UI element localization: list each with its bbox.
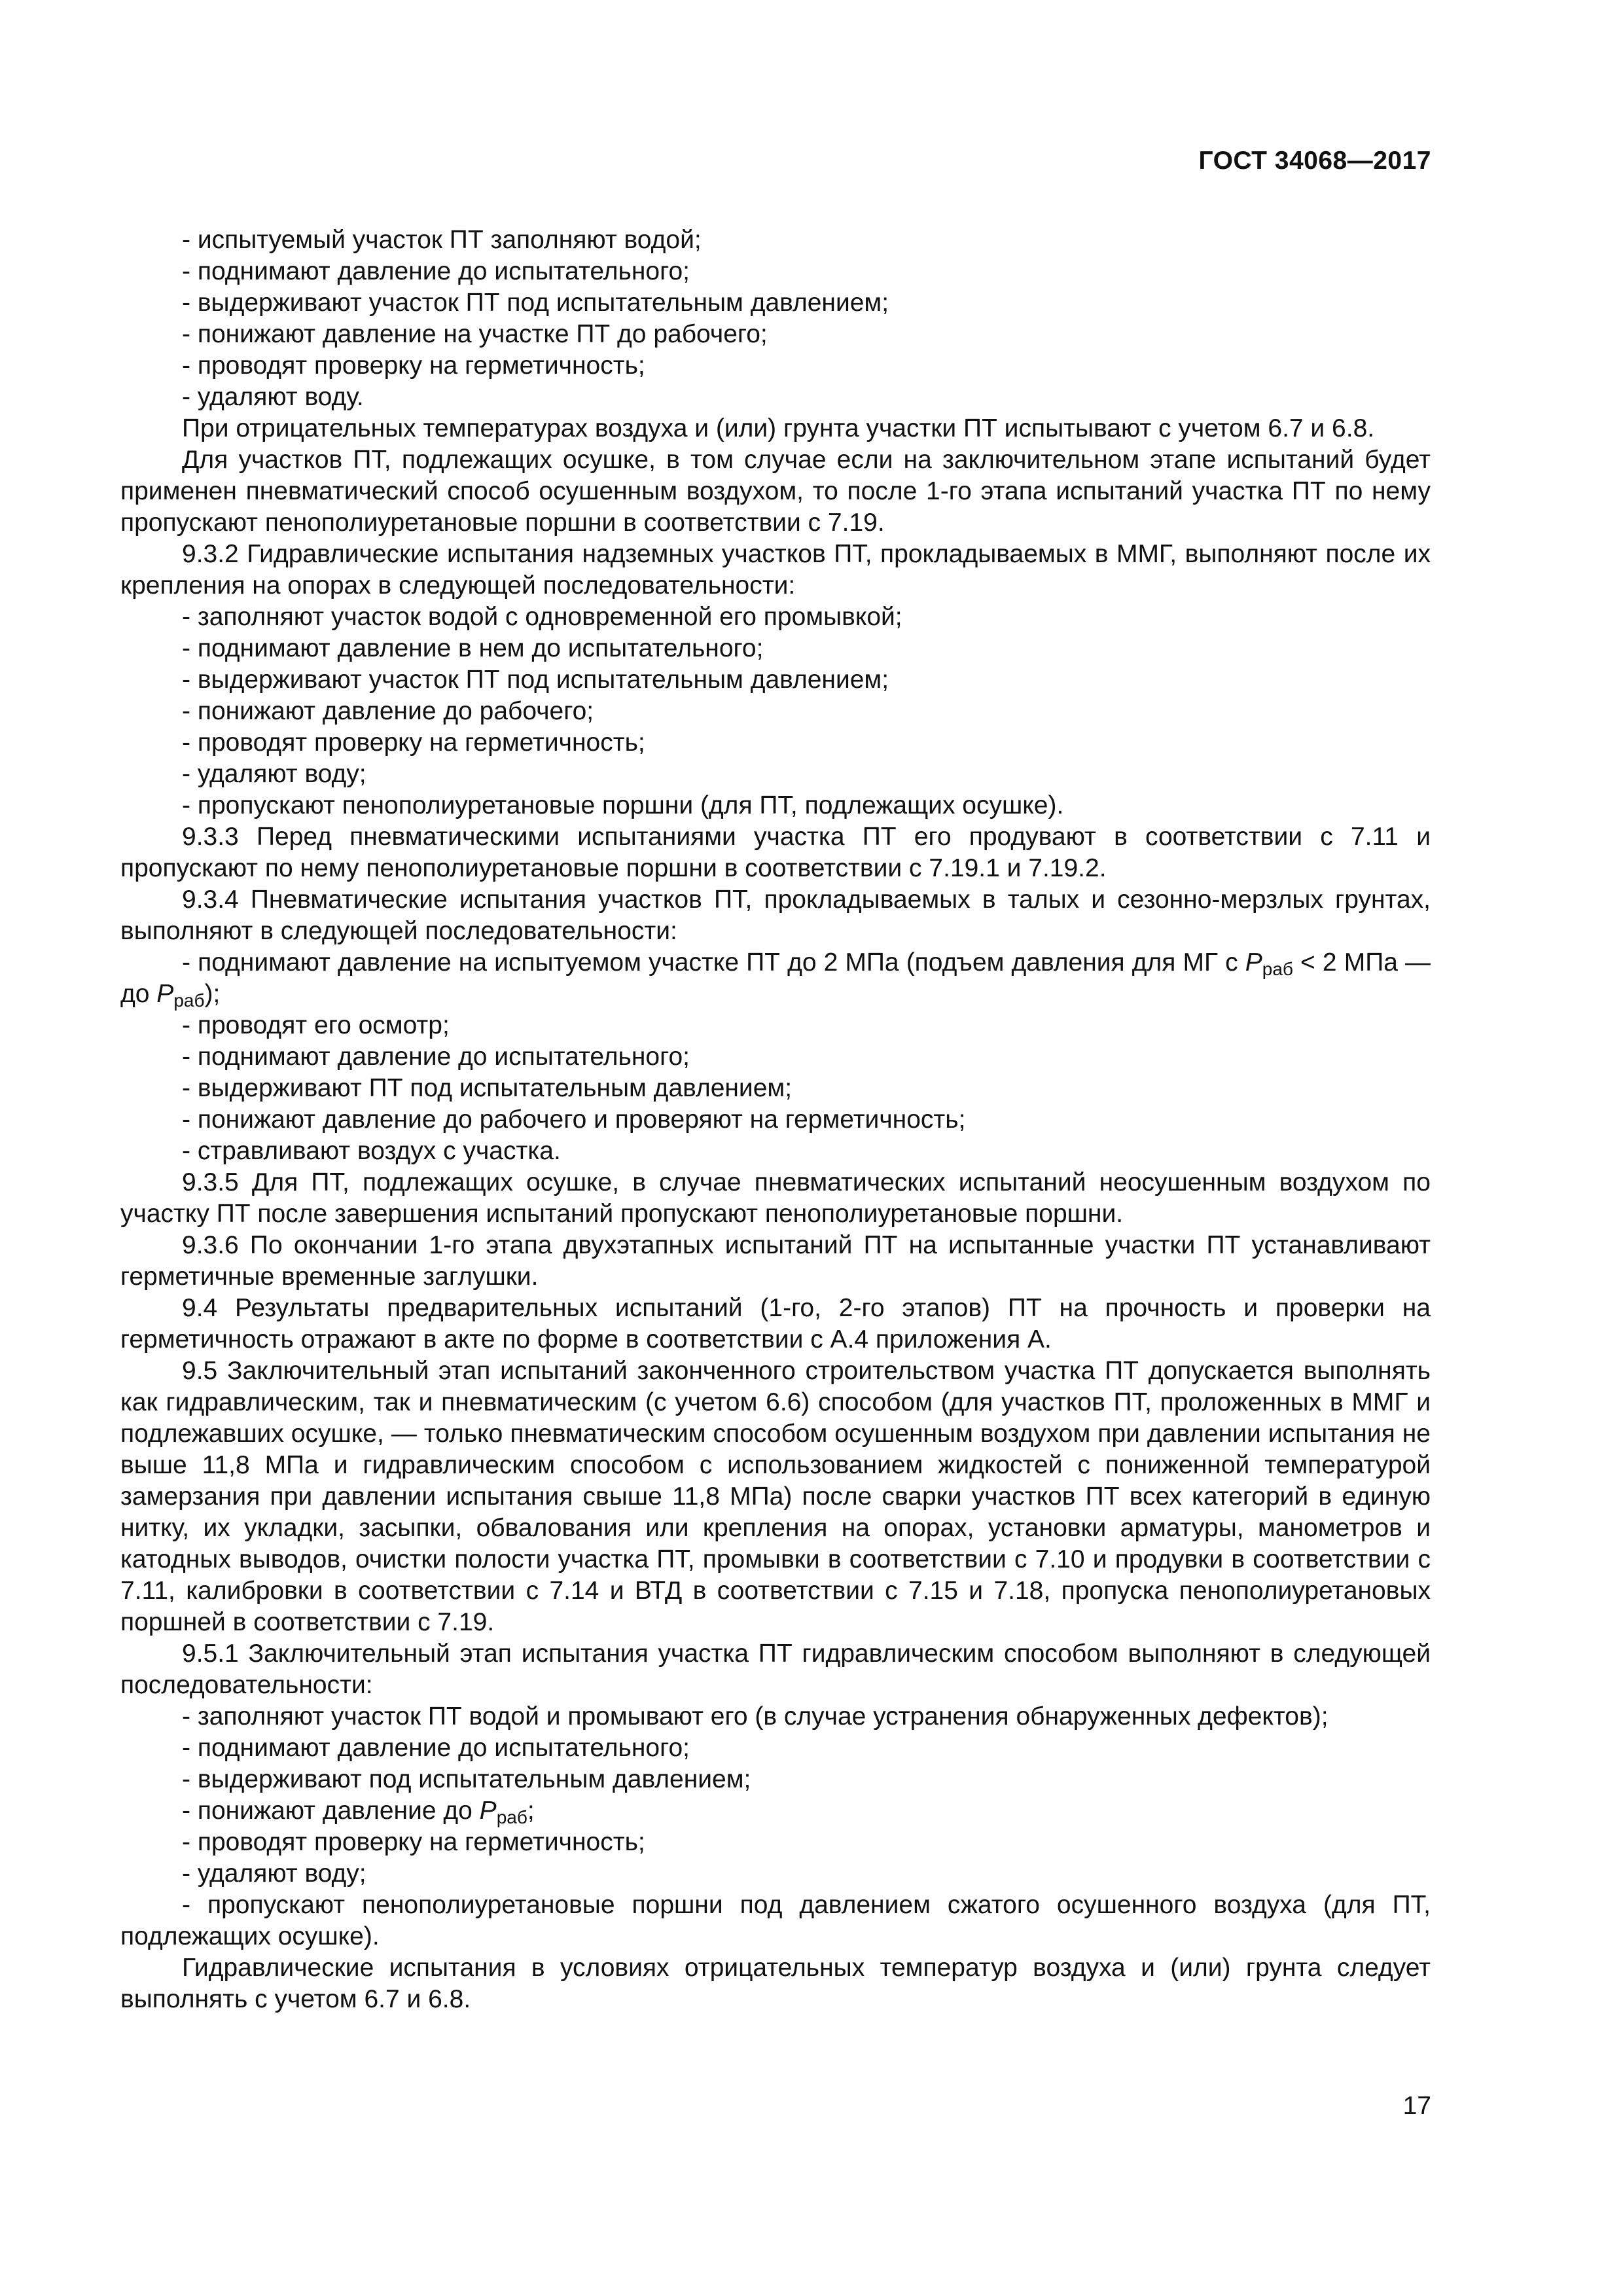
list-item: - поднимают давление до испытательного; xyxy=(182,1734,690,1762)
section-9-4: 9.4 Результаты предварительных испытаний (1-го, 2-го этапов) ПТ на прочность и проверки на герметичность отражают в акте по форме в соответствии с А.4 приложения А. xyxy=(120,1294,1431,1354)
list-item: - выдерживают участок ПТ под испытательным давлением; xyxy=(182,666,889,694)
list-item: - проводят проверку на герметичность; xyxy=(182,351,645,380)
section-9-3-3: 9.3.3 Перед пневматическими испытаниями участка ПТ его продувают в соответствии с 7.11 и пропускают по нему пенополиуретановые поршни в соответствии с 7.19.1 и 7.19.2. xyxy=(120,823,1431,882)
section-9-5-1-intro: 9.5.1 Заключительный этап испытания участка ПТ гидравлическим способом выполняют в следующей последовательности: xyxy=(120,1640,1431,1699)
list-item: - испытуемый участок ПТ заполняют водой; xyxy=(182,226,702,254)
list-item: - понижают давление до $P_{раб}$; xyxy=(182,1797,535,1827)
list-item: - понижают давление до рабочего и проверяют на герметичность; xyxy=(182,1105,966,1134)
list-item: - заполняют участок ПТ водой и промывают его (в случае устранения обнаруженных дефектов); xyxy=(182,1702,1329,1731)
p-subscript: раб xyxy=(1262,959,1293,979)
list-item: - удаляют воду; xyxy=(182,1859,366,1888)
p-subscript: раб xyxy=(173,990,205,1011)
list-item: - заполняют участок водой с одновременной его промывкой; xyxy=(182,603,902,631)
paragraph-negative-temperature: При отрицательных температурах воздуха и (или) грунта участки ПТ испытывают с учетом 6.7 и 6.8. xyxy=(182,414,1375,442)
list-item-wrapped: - пропускают пенополиуретановые поршни под давлением сжатого осушенного воздуха (для ПТ, подлежащих осушке). xyxy=(120,1891,1431,1950)
list-item: - понижают давление на участке ПТ до рабочего; xyxy=(182,320,768,348)
section-9-3-5: 9.3.5 Для ПТ, подлежащих осушке, в случае пневматических испытаний неосушенным воздухом по участку ПТ после завершения испытаний пропускают пенополиуретановые поршни. xyxy=(120,1168,1431,1228)
list-item: - поднимают давление в нем до испытательного; xyxy=(182,634,764,662)
list-item: - выдерживают участок ПТ под испытательным давлением; xyxy=(182,289,889,317)
section-9-5: 9.5 Заключительный этап испытаний законченного строительством участка ПТ допускается выполнять как гидравлическим, так и пневматическим (с учетом 6.6) способом (для участков ПТ, проложенных в ММГ и подлежавших осушке, — только пневматическим способом осушенным воздухом при давлении испытания не выше 11,8 МПа и гидравлическим способом с использованием жидкостей с пониженной температурой замерзания при давлении испытания свыше 11,8 МПа) после сварки участков ПТ всех категорий в единую нитку, их укладки, засыпки, обвалования или крепления на опорах, установки арматуры, манометров и катодных выводов, очистки полости участка ПТ, промывки в соответствии с 7.10 и продувки в соответствии с 7.11, калибровки в соответствии с 7.14 и ВТД в соответствии с 7.15 и 7.18, пропуска пенополиуретановых поршней в соответствии с 7.19. xyxy=(120,1357,1431,1636)
section-9-3-4-intro: 9.3.4 Пневматические испытания участков ПТ, прокладываемых в талых и сезонно-мерзлых грунтах, выполняют в следующей последовательности: xyxy=(120,886,1431,945)
list-item: - поднимают давление до испытательного; xyxy=(182,257,690,285)
list-item: - удаляют воду. xyxy=(182,383,364,411)
list-item: - пропускают пенополиуретановые поршни (для ПТ, подлежащих осушке). xyxy=(182,791,1064,819)
section-9-3-2-intro: 9.3.2 Гидравлические испытания надземных участков ПТ, прокладываемых в ММГ, выполняют после их крепления на опорах в следующей последовательности: xyxy=(120,540,1431,600)
p-symbol: P xyxy=(156,980,174,1008)
paragraph-final: Гидравлические испытания в условиях отрицательных температур воздуха и (или) грунта следует выполнять с учетом 6.7 и 6.8. xyxy=(120,1954,1431,2013)
list-item: - выдерживают ПТ под испытательным давлением; xyxy=(182,1074,793,1102)
page-body xyxy=(120,224,1431,2015)
page-number: 17 xyxy=(1402,2092,1431,2120)
paragraph-drying: Для участков ПТ, подлежащих осушке, в том случае если на заключительном этапе испытаний будет применен пневматический способ осушенным воздухом, то после 1-го этапа испытаний участка ПТ по нему пропускают пенополиуретановые поршни в соответствии с 7.19. xyxy=(120,446,1431,537)
list-item: - стравливают воздух с участка. xyxy=(182,1137,561,1165)
list-item: - проводят проверку на герметичность; xyxy=(182,728,645,757)
document-code: ГОСТ 34068—2017 xyxy=(1198,147,1431,175)
list-item: - понижают давление до рабочего; xyxy=(182,697,594,725)
list-item: - проводят его осмотр; xyxy=(182,1011,450,1039)
section-9-3-6: 9.3.6 По окончании 1-го этапа двухэтапных испытаний ПТ на испытанные участки ПТ устанавливают герметичные временные заглушки. xyxy=(120,1231,1431,1291)
p-symbol: P xyxy=(1245,948,1262,977)
list-item: - проводят проверку на герметичность; xyxy=(182,1828,645,1856)
list-item: - выдерживают под испытательным давлением; xyxy=(182,1765,751,1793)
list-item: - удаляют воду; xyxy=(182,760,366,788)
section-9-3-4-item-pressure: - поднимают давление на испытуемом участке ПТ до 2 МПа (подъем давления для МГ с $P_{раб} < 2$ МПа — до $P_{раб}$); xyxy=(120,948,1431,1011)
p-symbol: P xyxy=(479,1797,497,1825)
p-subscript: раб xyxy=(496,1807,527,1827)
list-item: - поднимают давление до испытательного; xyxy=(182,1043,690,1071)
